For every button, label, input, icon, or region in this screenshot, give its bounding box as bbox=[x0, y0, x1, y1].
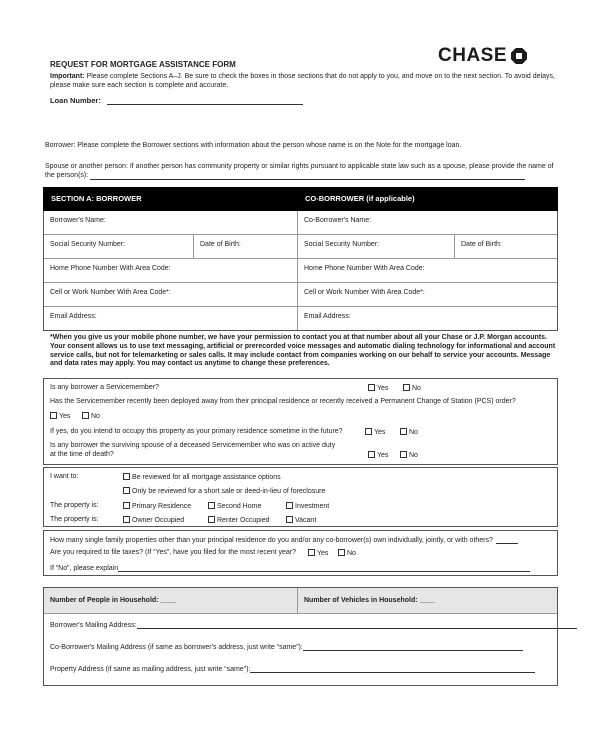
borrower-email-field[interactable]: Email Address: bbox=[44, 307, 298, 330]
loan-number-field[interactable] bbox=[107, 96, 303, 105]
loan-number-label: Loan Number: bbox=[50, 96, 101, 105]
property-address bbox=[50, 664, 535, 673]
checkbox-icon[interactable] bbox=[368, 451, 375, 458]
servicemember-section bbox=[43, 378, 558, 465]
option-short-sale[interactable] bbox=[123, 487, 325, 495]
yes-label: Yes bbox=[374, 429, 386, 436]
yes-label: Yes bbox=[377, 385, 389, 392]
servicemember-q2: Has the Servicemember recently been deployed away from their principal residence or recently received a Permanent Change of Station (PCS) order? bbox=[50, 398, 516, 405]
checkbox-icon[interactable] bbox=[123, 473, 130, 480]
section-a-borrower-header: SECTION A: BORROWER bbox=[43, 187, 297, 211]
borrower-ssn-field[interactable]: Social Security Number: bbox=[44, 235, 194, 259]
checkbox-icon[interactable] bbox=[208, 502, 215, 509]
option-vacant[interactable] bbox=[286, 516, 316, 524]
taxes-yes[interactable] bbox=[308, 549, 328, 557]
property-address-field[interactable] bbox=[250, 664, 535, 673]
checkbox-icon[interactable] bbox=[286, 502, 293, 509]
spouse-names-field[interactable] bbox=[90, 171, 525, 180]
want-to-label: I want to: bbox=[50, 473, 79, 480]
option-second-home[interactable] bbox=[208, 502, 261, 510]
servicemember-q4-no[interactable] bbox=[400, 451, 418, 459]
property-is-label-1: The property is: bbox=[50, 502, 99, 509]
people-in-household[interactable]: Number of People in Household: ____ bbox=[44, 588, 298, 614]
other-properties-field[interactable] bbox=[496, 535, 518, 544]
checkbox-icon[interactable] bbox=[123, 487, 130, 494]
property-is-label-2: The property is: bbox=[50, 516, 99, 523]
taxes-explain bbox=[50, 563, 530, 572]
servicemember-q2-yes[interactable] bbox=[50, 412, 70, 420]
important-text: Please complete Sections A–J. Be sure to check the boxes in those sections that do not apply to you, and move on to the next section. To avoid delays, please make sure each section is complete and accurate. bbox=[50, 73, 555, 89]
servicemember-q3-no[interactable] bbox=[400, 428, 418, 436]
no-label: No bbox=[412, 385, 421, 392]
yes-label: Yes bbox=[377, 452, 389, 459]
option-label: Primary Residence bbox=[132, 503, 192, 510]
borrower-address-field[interactable] bbox=[137, 620, 577, 629]
servicemember-q3-yes[interactable] bbox=[365, 428, 385, 436]
servicemember-q1: Is any borrower a Servicemember? bbox=[50, 384, 159, 391]
section-a-coborrower-header: CO-BORROWER (if applicable) bbox=[297, 187, 558, 211]
checkbox-icon[interactable] bbox=[365, 428, 372, 435]
form-title: REQUEST FOR MORTGAGE ASSISTANCE FORM bbox=[50, 60, 236, 69]
coborrower-address-field[interactable] bbox=[303, 642, 523, 651]
spouse-text: Spouse or another person: If another person has community property or similar rights pursuant to applicable state law such as a spouse, please provide the name of the person(s): bbox=[45, 163, 554, 179]
borrower-dob-field[interactable]: Date of Birth: bbox=[194, 235, 298, 259]
checkbox-icon[interactable] bbox=[286, 516, 293, 523]
option-label: Investment bbox=[295, 503, 330, 510]
servicemember-q4-yes[interactable] bbox=[368, 451, 388, 459]
logo-text: CHASE bbox=[438, 45, 508, 66]
servicemember-q1-yes[interactable] bbox=[368, 384, 388, 392]
coborrower-cell-phone-field[interactable]: Cell or Work Number With Area Code*: bbox=[298, 283, 557, 307]
option-renter-occupied[interactable] bbox=[208, 516, 270, 524]
servicemember-q2-no[interactable] bbox=[82, 412, 100, 420]
chase-octagon-icon bbox=[511, 48, 527, 64]
checkbox-icon[interactable] bbox=[82, 412, 89, 419]
explain-label: If “No”, please explain bbox=[50, 565, 119, 572]
no-label: No bbox=[347, 550, 356, 557]
mobile-consent-note: *When you give us your mobile phone number, we have your permission to contact you at that number about all your Chase or J.P. Morgan accounts. Your consent allows us to use text messaging, artificial or prerecorded voice messages and automatic dialing technology for informational and account service calls, but not for telemarketing or sales calls. It may include contact from companies working on our behalf to service your accounts. Message and data rates may apply. You may contact us anytime to change these preferences. bbox=[50, 334, 556, 368]
checkbox-icon[interactable] bbox=[308, 549, 315, 556]
taxes-question: Are you required to file taxes? (If “Yes”, have you filed for the most recent year? bbox=[50, 549, 297, 556]
checkbox-icon[interactable] bbox=[338, 549, 345, 556]
checkbox-icon[interactable] bbox=[123, 502, 130, 509]
borrower-name-field[interactable]: Borrower's Name: bbox=[44, 211, 298, 235]
no-label: No bbox=[91, 413, 100, 420]
borrower-intro: Borrower: Please complete the Borrower sections with information about the person whose name is on the Note for the mortgage loan. bbox=[45, 142, 462, 149]
option-label: Renter Occupied bbox=[217, 517, 270, 524]
option-label: Only be reviewed for a short sale or deed-in-lieu of foreclosure bbox=[132, 488, 326, 495]
borrower-home-phone-field[interactable]: Home Phone Number With Area Code: bbox=[44, 259, 298, 283]
yes-label: Yes bbox=[317, 550, 329, 557]
checkbox-icon[interactable] bbox=[50, 412, 57, 419]
servicemember-q3: If yes, do you intend to occupy this property as your primary residence sometime in the future? bbox=[50, 428, 343, 435]
option-label: Second Home bbox=[217, 503, 262, 510]
coborrower-dob-field[interactable]: Date of Birth: bbox=[455, 235, 557, 259]
option-all-assistance[interactable] bbox=[123, 473, 281, 481]
checkbox-icon[interactable] bbox=[400, 451, 407, 458]
other-properties-text: How many single family properties other than your principal residence do you and/or any co-borrower(s) own individually, jointly, or with others? bbox=[50, 537, 493, 544]
important-notice bbox=[50, 72, 555, 90]
borrower-cell-phone-field[interactable]: Cell or Work Number With Area Code*: bbox=[44, 283, 298, 307]
option-label: Be reviewed for all mortgage assistance options bbox=[132, 474, 281, 481]
property-address-label: Property Address (if same as mailing address, just write “same”): bbox=[50, 666, 251, 673]
coborrower-email-field[interactable]: Email Address: bbox=[304, 313, 351, 320]
coborrower-home-phone-field[interactable]: Home Phone Number With Area Code: bbox=[298, 259, 557, 283]
coborrower-ssn-field[interactable]: Social Security Number: bbox=[298, 235, 455, 259]
taxes-explain-field[interactable] bbox=[118, 563, 530, 572]
loan-number-row bbox=[50, 96, 303, 105]
spouse-intro bbox=[45, 162, 560, 180]
vehicles-in-household[interactable]: Number of Vehicles in Household: ____ bbox=[298, 588, 557, 614]
coborrower-mailing-address bbox=[50, 642, 523, 651]
yes-label: Yes bbox=[59, 413, 71, 420]
checkbox-icon[interactable] bbox=[400, 428, 407, 435]
no-label: No bbox=[409, 429, 418, 436]
taxes-no[interactable] bbox=[338, 549, 356, 557]
servicemember-q4-line2: at the time of death? bbox=[50, 451, 114, 458]
option-label: Owner Occupied bbox=[132, 517, 185, 524]
option-owner-occupied[interactable] bbox=[123, 516, 184, 524]
servicemember-q1-no[interactable] bbox=[403, 384, 421, 392]
option-investment[interactable] bbox=[286, 502, 329, 510]
option-label: Vacant bbox=[295, 517, 317, 524]
coborrower-address-label: Co-Borrower's Mailing Address (if same as borrower's address, just write “same”): bbox=[50, 644, 303, 651]
no-label: No bbox=[409, 452, 418, 459]
other-properties-question bbox=[50, 535, 518, 544]
important-label: Important: bbox=[50, 73, 85, 80]
checkbox-icon[interactable] bbox=[208, 516, 215, 523]
checkbox-icon[interactable] bbox=[368, 384, 375, 391]
option-primary-residence[interactable] bbox=[123, 502, 191, 510]
borrower-mailing-address bbox=[50, 620, 577, 629]
chase-logo bbox=[438, 45, 527, 67]
borrower-address-label: Borrower's Mailing Address: bbox=[50, 622, 137, 629]
servicemember-q4-line1: Is any borrower the surviving spouse of a deceased Servicemember who was on active duty bbox=[50, 442, 336, 449]
checkbox-icon[interactable] bbox=[403, 384, 410, 391]
checkbox-icon[interactable] bbox=[123, 516, 130, 523]
coborrower-name-field[interactable]: Co-Borrower's Name: bbox=[298, 211, 557, 235]
